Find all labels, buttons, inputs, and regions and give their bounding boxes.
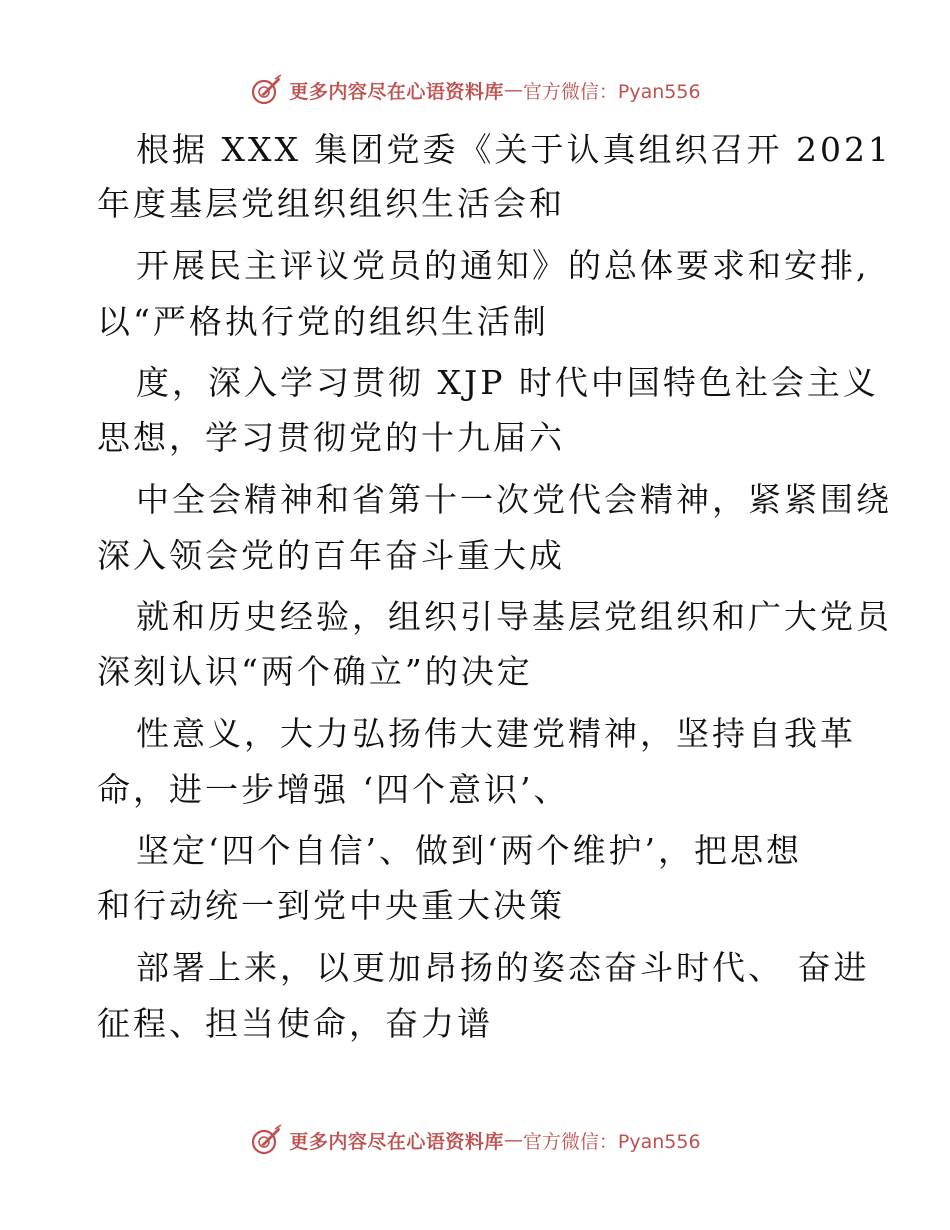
text-line: 年度基层党组织组织生活会和 (97, 184, 565, 223)
text-line: 开展民主评议党员的通知》的总体要求和安排, (136, 246, 870, 285)
watermark-contact: 官方微信：Pyan556 (522, 80, 701, 103)
text-line: 部署上来，以更加昂扬的姿态奋斗时代、 奋进 (136, 948, 870, 987)
text-line: 度，深入学习贯彻 XJP 时代中国特色社会主义 (136, 363, 879, 402)
quill-logo-icon (249, 73, 283, 107)
text-line: 以“严格执行党的组织生活制 (97, 302, 549, 341)
footer-watermark (0, 1120, 950, 1160)
text-line: 深刻认识“两个确立”的决定 (97, 652, 533, 691)
text-line: 思想，学习贯彻党的十九届六 (97, 418, 565, 457)
text-line: 性意义，大力弘扬伟大建党精神，坚持自我革 (136, 714, 856, 753)
text-line: 深入领会党的百年奋斗重大成 (97, 536, 565, 575)
quill-logo-icon (249, 1123, 283, 1157)
text-line: 征程、担当使命，奋力谱 (97, 1004, 493, 1043)
text-line: 坚定‘四个自信’、做到‘两个维护’，把思想 (136, 831, 802, 870)
watermark-text: 更多内容尽在心语资料库 (289, 1130, 504, 1153)
watermark-text: 更多内容尽在心语资料库 (289, 80, 504, 103)
text-line: 中全会精神和省第十一次党代会精神，紧紧围绕 (136, 480, 892, 519)
text-line: 和行动统一到党中央重大决策 (97, 886, 565, 925)
text-line: 就和历史经验，组织引导基层党组织和广大党员 (136, 597, 892, 636)
watermark-dash: — (503, 1129, 523, 1151)
text-line: 命，进一步增强 ‘四个意识’、 (97, 770, 570, 809)
watermark-dash: — (503, 79, 523, 101)
text-line: 根据 XXX 集团党委《关于认真组织召开 2021 (136, 130, 892, 169)
header-watermark (0, 70, 950, 110)
watermark-contact: 官方微信：Pyan556 (522, 1130, 701, 1153)
